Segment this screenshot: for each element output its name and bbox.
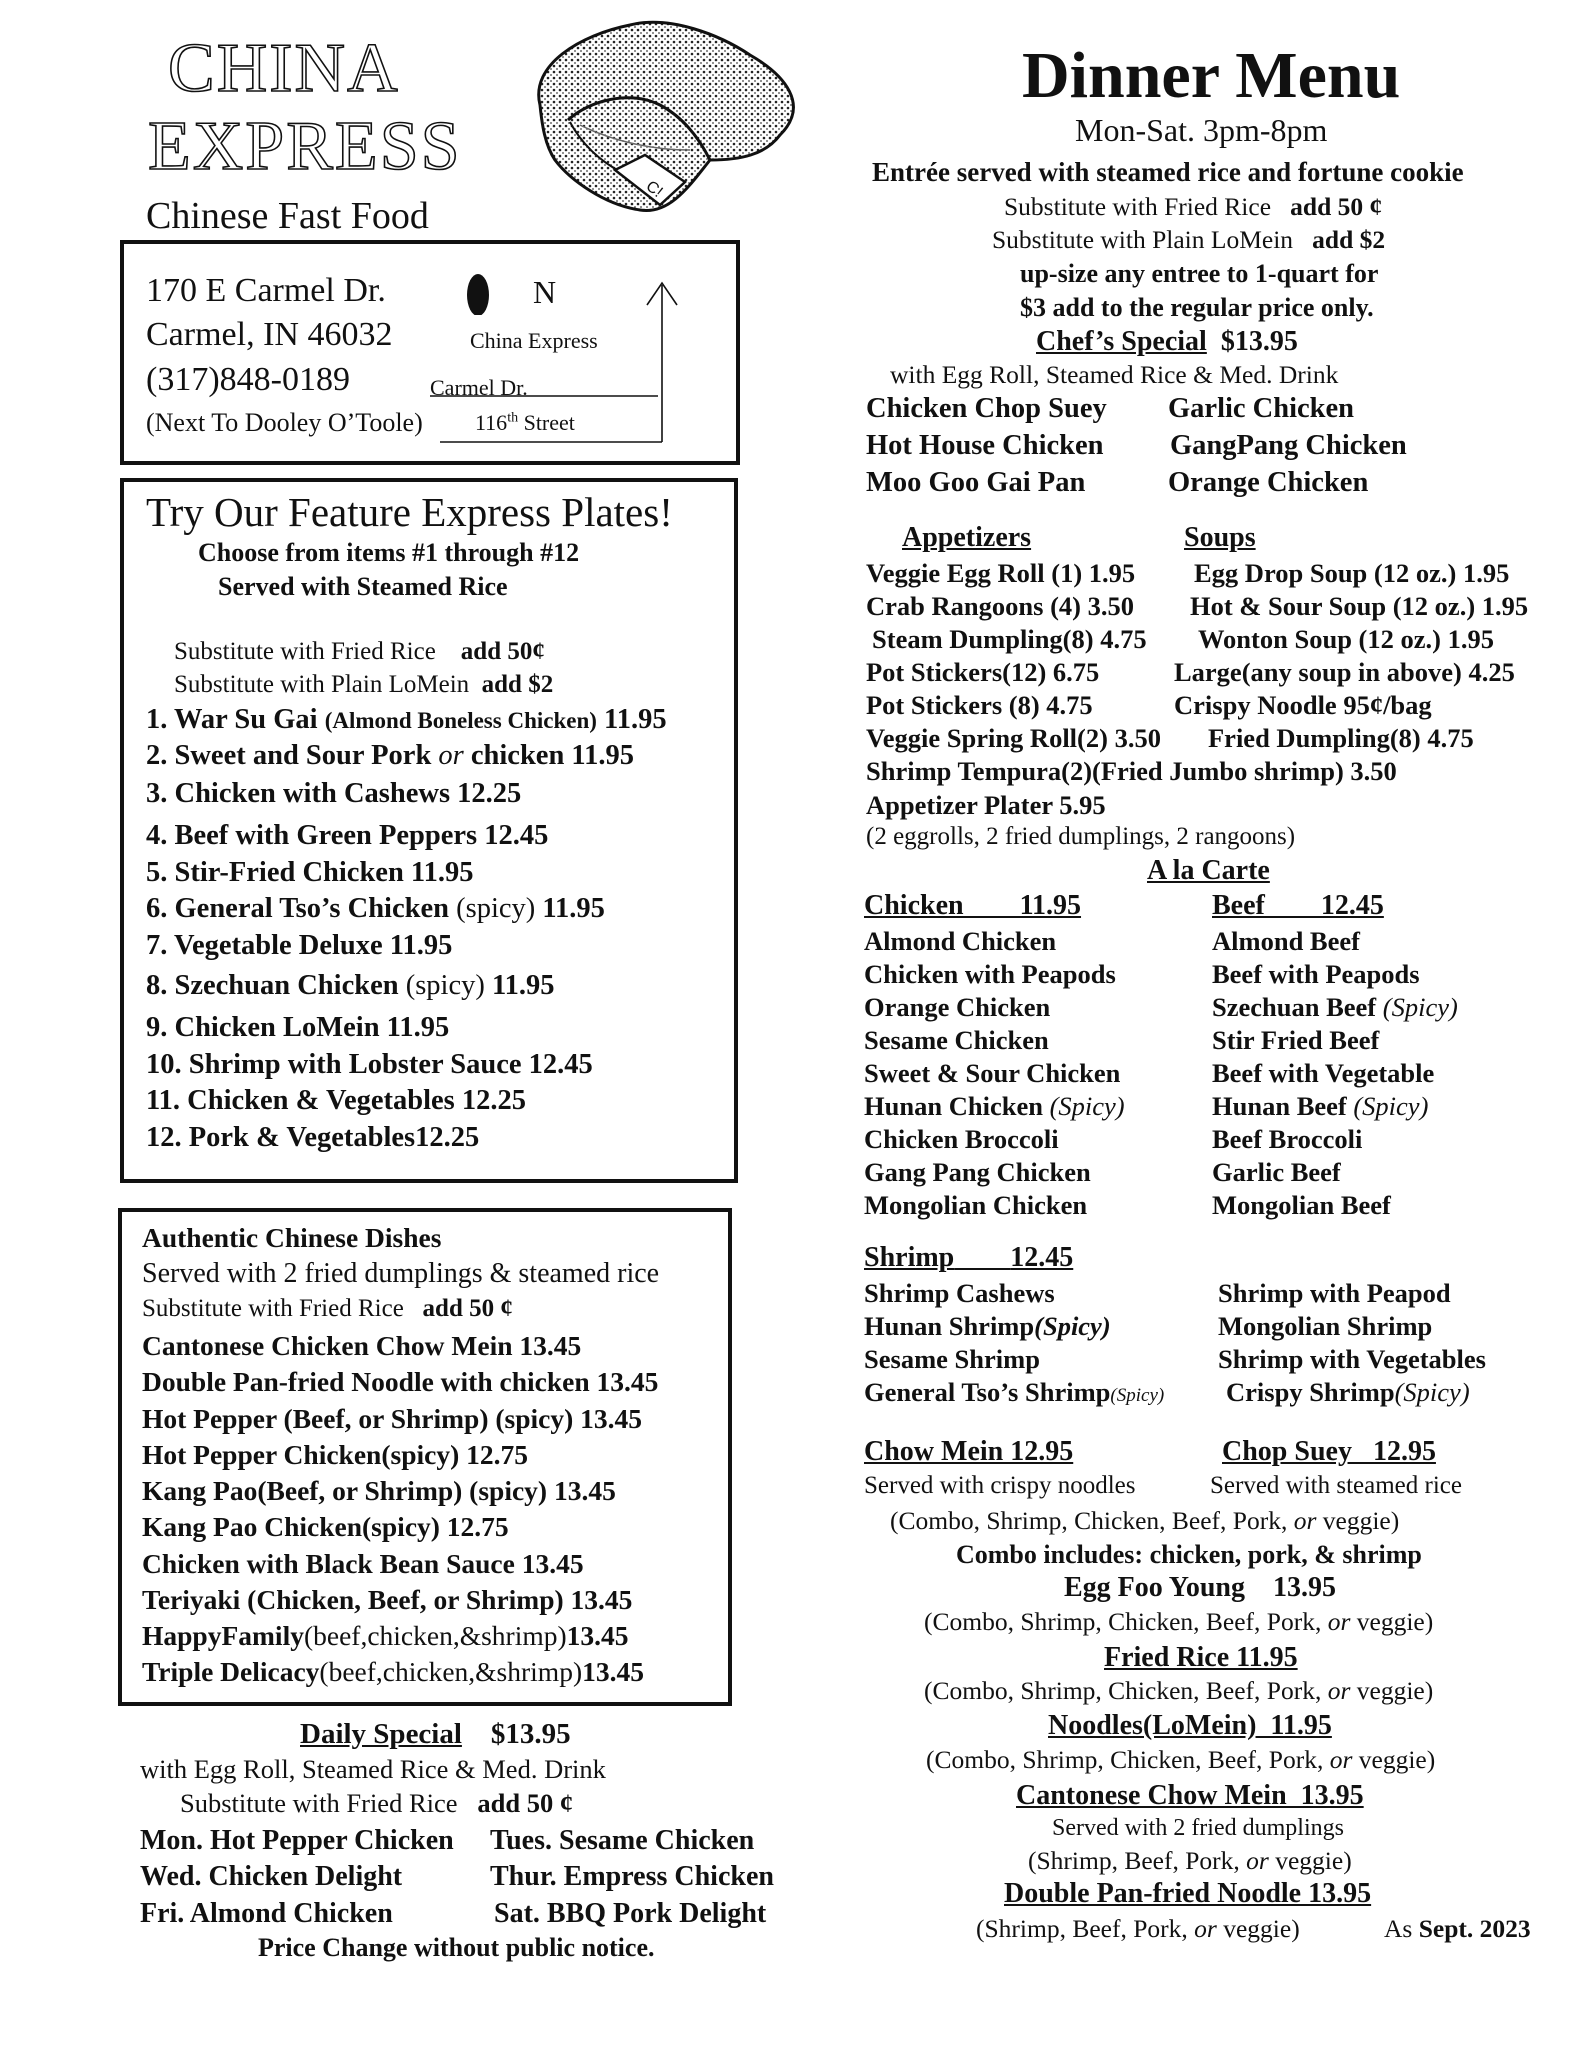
express-item-8: 8. Szechuan Chicken (spicy) 11.95 xyxy=(146,970,555,1001)
express-item-3: 3. Chicken with Cashews 12.25 xyxy=(146,778,522,809)
combo-includes: Combo includes: chicken, pork, & shrimp xyxy=(956,1540,1422,1569)
subtitle: Chinese Fast Food xyxy=(146,195,429,237)
chicken-item-5: Sweet & Sour Chicken xyxy=(864,1058,1121,1088)
appetizers-title: Appetizers xyxy=(902,522,1032,553)
appetizer-5: Pot Stickers (8) 4.75 xyxy=(866,690,1093,720)
authentic-title: Authentic Chinese Dishes xyxy=(142,1222,442,1253)
express-sub-lomein: Substitute with Plain LoMein add $2 xyxy=(174,671,554,698)
beef-item-9: Mongolian Beef xyxy=(1212,1190,1391,1220)
chop-suey-title: Chop Suey 12.95 xyxy=(1222,1436,1436,1467)
soup-3: Wonton Soup (12 oz.) 1.95 xyxy=(1198,624,1494,654)
map-road-carmel: Carmel Dr. xyxy=(430,375,528,400)
double-pan-options: (Shrimp, Beef, Pork, or veggie) xyxy=(976,1914,1300,1943)
entree-note: Entrée served with steamed rice and fortune cookie xyxy=(872,157,1464,187)
beef-item-4: Stir Fried Beef xyxy=(1212,1025,1380,1055)
chow-mein-title: Chow Mein 12.95 xyxy=(864,1436,1074,1467)
map-road-116th: 116th Street xyxy=(475,410,575,435)
beef-item-5: Beef with Vegetable xyxy=(1212,1058,1435,1088)
combo-options-1: (Combo, Shrimp, Chicken, Beef, Pork, or veggie) xyxy=(890,1506,1400,1535)
daily-special-sub: Substitute with Fried Rice add 50 ¢ xyxy=(180,1788,574,1818)
authentic-item-9: HappyFamily(beef,chicken,&shrimp)13.45 xyxy=(142,1620,629,1651)
express-item-2: 2. Sweet and Sour Pork or chicken 11.95 xyxy=(146,740,634,771)
appetizer-plater-note: (2 eggrolls, 2 fried dumplings, 2 rangoons) xyxy=(866,823,1296,850)
appetizer-4: Pot Stickers(12) 6.75 xyxy=(866,657,1100,687)
dinner-sub-lomein: Substitute with Plain LoMein add $2 xyxy=(992,225,1386,254)
lomein-title: Noodles(LoMein) 11.95 xyxy=(1048,1710,1332,1741)
chef-item-4: GangPang Chicken xyxy=(1170,430,1407,461)
map-store-label: China Express xyxy=(470,328,598,353)
landmark-note: (Next To Dooley O’Toole) xyxy=(146,408,423,437)
express-item-6: 6. General Tso’s Chicken (spicy) 11.95 xyxy=(146,893,605,924)
express-item-4: 4. Beef with Green Peppers 12.45 xyxy=(146,820,549,851)
daily-sat: Sat. BBQ Pork Delight xyxy=(494,1898,767,1929)
chop-suey-served: Served with steamed rice xyxy=(1210,1472,1462,1499)
map-lines xyxy=(430,275,680,450)
express-item-11: 11. Chicken & Vegetables 12.25 xyxy=(146,1085,527,1116)
beef-item-2: Beef with Peapods xyxy=(1212,959,1420,989)
double-pan-fried-title: Double Pan-fried Noodle 13.95 xyxy=(1004,1878,1372,1909)
shrimp-item-3: Sesame Shrimp xyxy=(864,1344,1040,1374)
cantonese-served: Served with 2 fried dumplings xyxy=(1052,1815,1344,1841)
express-item-5: 5. Stir-Fried Chicken 11.95 xyxy=(146,857,474,888)
city-address: Carmel, IN 46032 xyxy=(146,316,393,353)
shrimp-tempura: Shrimp Tempura(2)(Fried Jumbo shrimp) 3.50 xyxy=(866,756,1397,786)
express-sub-fried: Substitute with Fried Rice add 50¢ xyxy=(174,638,545,665)
authentic-sub: Substitute with Fried Rice add 50 ¢ xyxy=(142,1295,513,1322)
fried-rice-title: Fried Rice 11.95 xyxy=(1104,1642,1298,1673)
express-item-7: 7. Vegetable Deluxe 11.95 xyxy=(146,930,453,961)
authentic-served: Served with 2 fried dumplings & steamed rice xyxy=(142,1258,660,1289)
street-address: 170 E Carmel Dr. xyxy=(146,272,386,309)
daily-special-with: with Egg Roll, Steamed Rice & Med. Drink xyxy=(140,1754,606,1784)
beef-item-7: Beef Broccoli xyxy=(1212,1124,1363,1154)
beef-item-3: Szechuan Beef (Spicy) xyxy=(1212,992,1458,1022)
shrimp-item-6: Mongolian Shrimp xyxy=(1218,1311,1433,1341)
chicken-item-7: Chicken Broccoli xyxy=(864,1124,1059,1154)
appetizer-3: Steam Dumpling(8) 4.75 xyxy=(872,624,1147,654)
chef-item-5: Moo Goo Gai Pan xyxy=(866,467,1086,498)
shrimp-item-8: Crispy Shrimp(Spicy) xyxy=(1226,1377,1470,1407)
daily-wed: Wed. Chicken Delight xyxy=(140,1861,403,1892)
chicken-item-4: Sesame Chicken xyxy=(864,1025,1049,1055)
dinner-hours: Mon-Sat. 3pm-8pm xyxy=(1075,112,1328,148)
authentic-item-10: Triple Delicacy(beef,chicken,&shrimp)13.45 xyxy=(142,1656,644,1687)
phone-number[interactable]: (317)848-0189 xyxy=(146,361,350,398)
authentic-item-6: Kang Pao Chicken(spicy) 12.75 xyxy=(142,1511,509,1542)
chef-special-with: with Egg Roll, Steamed Rice & Med. Drink xyxy=(890,360,1339,389)
chef-item-6: Orange Chicken xyxy=(1168,467,1369,498)
beef-item-8: Garlic Beef xyxy=(1212,1157,1341,1187)
chef-item-3: Hot House Chicken xyxy=(866,430,1104,461)
appetizer-plater: Appetizer Plater 5.95 xyxy=(866,790,1106,820)
express-title: Try Our Feature Express Plates! xyxy=(146,489,673,535)
dinner-menu-title: Dinner Menu xyxy=(1022,39,1401,112)
combo-options-3: (Combo, Shrimp, Chicken, Beef, Pork, or veggie) xyxy=(924,1676,1434,1705)
egg-foo-young: Egg Foo Young 13.95 xyxy=(1064,1572,1337,1603)
logo-line-2: EXPRESS xyxy=(148,108,462,185)
chef-item-2: Garlic Chicken xyxy=(1168,393,1355,424)
beef-item-1: Almond Beef xyxy=(1212,926,1360,956)
daily-fri: Fri. Almond Chicken xyxy=(140,1898,393,1929)
express-item-1: 1. War Su Gai (Almond Boneless Chicken) 11.95 xyxy=(146,704,667,735)
appetizer-2: Crab Rangoons (4) 3.50 xyxy=(866,591,1134,621)
dinner-sub-fried: Substitute with Fried Rice add 50 ¢ xyxy=(1004,192,1383,221)
shrimp-item-1: Shrimp Cashews xyxy=(864,1278,1055,1308)
chicken-section-title: Chicken 11.95 xyxy=(864,890,1082,921)
a-la-carte-title: A la Carte xyxy=(1147,855,1270,886)
soup-4: Large(any soup in above) 4.25 xyxy=(1174,657,1515,687)
cantonese-chow-mein-title: Cantonese Chow Mein 13.95 xyxy=(1016,1780,1364,1811)
express-item-9: 9. Chicken LoMein 11.95 xyxy=(146,1012,450,1043)
authentic-item-5: Kang Pao(Beef, or Shrimp) (spicy) 13.45 xyxy=(142,1475,616,1506)
appetizer-7: Fried Dumpling(8) 4.75 xyxy=(1208,723,1474,753)
fortune-cookie-illustration xyxy=(510,10,800,242)
daily-thur: Thur. Empress Chicken xyxy=(490,1861,774,1892)
map-north-label: N xyxy=(533,274,557,310)
express-item-10: 10. Shrimp with Lobster Sauce 12.45 xyxy=(146,1049,593,1080)
chicken-item-2: Chicken with Peapods xyxy=(864,959,1116,989)
daily-tues: Tues. Sesame Chicken xyxy=(490,1825,755,1856)
authentic-item-8: Teriyaki (Chicken, Beef, or Shrimp) 13.45 xyxy=(142,1584,633,1615)
chicken-item-8: Gang Pang Chicken xyxy=(864,1157,1091,1187)
chicken-item-3: Orange Chicken xyxy=(864,992,1051,1022)
authentic-item-3: Hot Pepper (Beef, or Shrimp) (spicy) 13.45 xyxy=(142,1403,643,1434)
appetizer-6: Veggie Spring Roll(2) 3.50 xyxy=(866,723,1161,753)
beef-section-title: Beef 12.45 xyxy=(1212,890,1384,921)
shrimp-item-5: Shrimp with Peapod xyxy=(1218,1278,1451,1308)
chef-special-title: Chef’s Special $13.95 xyxy=(1036,326,1298,357)
upsize-line-1: up-size any entree to 1-quart for xyxy=(1020,259,1379,288)
logo-line-1: CHINA xyxy=(168,30,400,107)
authentic-item-4: Hot Pepper Chicken(spicy) 12.75 xyxy=(142,1439,529,1470)
daily-mon: Mon. Hot Pepper Chicken xyxy=(140,1825,454,1856)
authentic-item-2: Double Pan-fried Noodle with chicken 13.45 xyxy=(142,1366,659,1397)
soup-5: Crispy Noodle 95¢/bag xyxy=(1174,690,1432,720)
appetizer-1: Veggie Egg Roll (1) 1.95 xyxy=(866,558,1136,588)
beef-item-6: Hunan Beef (Spicy) xyxy=(1212,1091,1429,1121)
soup-2: Hot & Sour Soup (12 oz.) 1.95 xyxy=(1190,591,1529,621)
shrimp-item-4: General Tso’s Shrimp(Spicy) xyxy=(864,1377,1165,1407)
svg-text:C!: C! xyxy=(642,177,666,202)
combo-options-4: (Combo, Shrimp, Chicken, Beef, Pork, or veggie) xyxy=(926,1745,1436,1774)
soup-1: Egg Drop Soup (12 oz.) 1.95 xyxy=(1194,558,1510,588)
shrimp-item-7: Shrimp with Vegetables xyxy=(1218,1344,1486,1374)
price-change-notice: Price Change without public notice. xyxy=(258,1933,655,1962)
cantonese-options: (Shrimp, Beef, Pork, or veggie) xyxy=(1028,1846,1352,1875)
combo-options-2: (Combo, Shrimp, Chicken, Beef, Pork, or veggie) xyxy=(924,1607,1434,1636)
upsize-line-2: $3 add to the regular price only. xyxy=(1020,293,1374,322)
daily-special-title: Daily Special $13.95 xyxy=(300,1718,571,1750)
express-served: Served with Steamed Rice xyxy=(218,572,508,601)
chicken-item-6: Hunan Chicken (Spicy) xyxy=(864,1091,1125,1121)
shrimp-section-title: Shrimp 12.45 xyxy=(864,1242,1074,1273)
chicken-item-9: Mongolian Chicken xyxy=(864,1190,1088,1220)
express-item-12: 12. Pork & Vegetables12.25 xyxy=(146,1122,480,1153)
authentic-item-1: Cantonese Chicken Chow Mein 13.45 xyxy=(142,1330,582,1361)
menu-date: As Sept. 2023 xyxy=(1384,1914,1531,1943)
shrimp-item-2: Hunan Shrimp(Spicy) xyxy=(864,1311,1111,1341)
express-choose: Choose from items #1 through #12 xyxy=(198,538,580,567)
chef-item-1: Chicken Chop Suey xyxy=(866,393,1107,424)
authentic-item-7: Chicken with Black Bean Sauce 13.45 xyxy=(142,1548,584,1579)
chicken-item-1: Almond Chicken xyxy=(864,926,1057,956)
chow-mein-served: Served with crispy noodles xyxy=(864,1472,1136,1499)
soups-title: Soups xyxy=(1184,522,1256,553)
